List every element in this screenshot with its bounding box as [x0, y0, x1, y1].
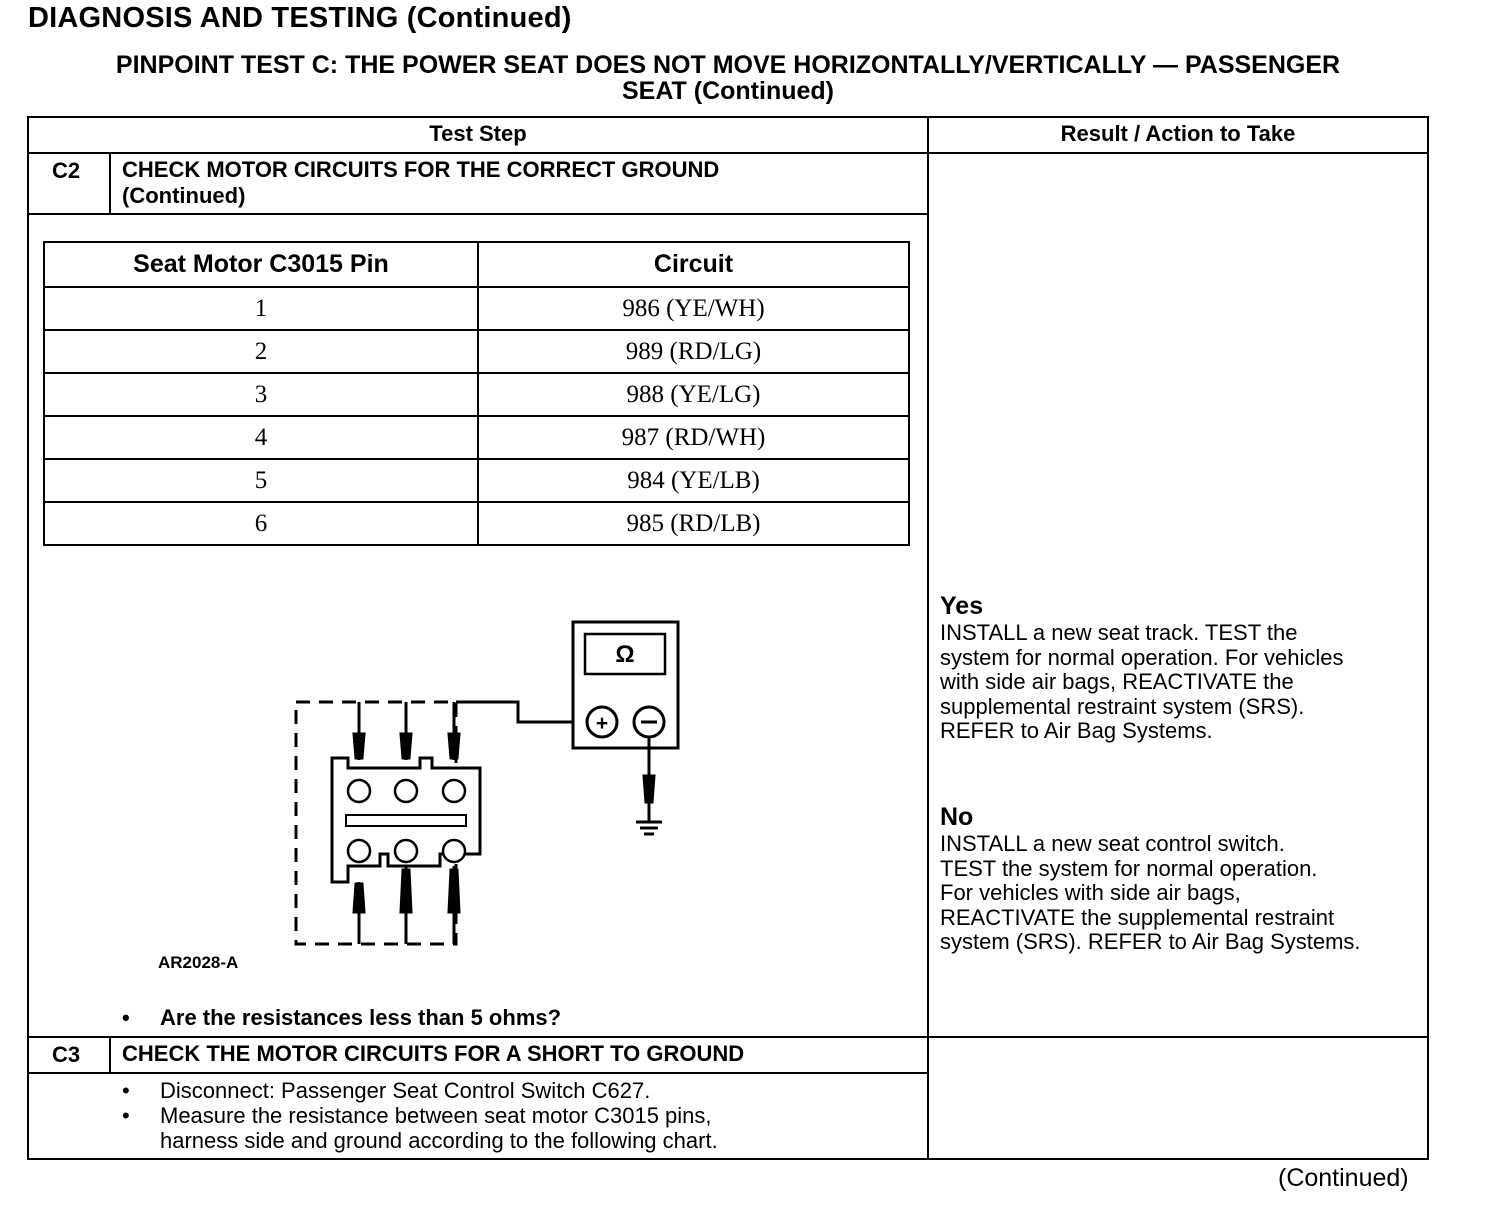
result-yes: [940, 592, 1420, 744]
plus-sign: +: [595, 712, 609, 735]
pin-circuit-table: [43, 241, 910, 546]
result-yes-line: with side air bags, REACTIVATE the: [940, 669, 1294, 694]
result-yes-line: REFER to Air Bag Systems.: [940, 718, 1213, 743]
result-no-text: [940, 832, 1420, 955]
connector-pin-icon: [395, 780, 417, 802]
question-text: Are the resistances less than 5 ohms?: [160, 1005, 562, 1030]
table-column-divider: [927, 116, 929, 1160]
table-row: [44, 330, 909, 373]
circuit-cell: 989 (RD/LG): [478, 330, 909, 373]
c2-title-divider: [27, 213, 928, 215]
table-border-right: [1427, 116, 1429, 1160]
pin-table-header-row: [44, 242, 909, 287]
bullet: •: [122, 1005, 130, 1030]
step-c3-bullet-1: [122, 1078, 902, 1103]
result-yes-line: system for normal operation. For vehicles: [940, 644, 1344, 670]
positive-test-lead: [456, 702, 590, 722]
connector-pin-icon: [395, 840, 417, 862]
step-c3-bullet-text: Disconnect: Passenger Seat Control Switch C627.: [160, 1078, 651, 1103]
connector-pin-icon: [443, 780, 465, 802]
connector-key-bar: [346, 815, 466, 826]
ohmmeter-connector-diagram: [280, 610, 700, 955]
figure-label: AR2028-A: [158, 953, 239, 972]
circuit-cell: 984 (YE/LB): [478, 459, 909, 502]
circuit-cell: 987 (RD/WH): [478, 416, 909, 459]
pinpoint-test-title: [28, 52, 1428, 104]
pin-cell: 2: [44, 330, 478, 373]
continued-footer: (Continued): [1278, 1164, 1409, 1192]
step-c2-title: [122, 157, 719, 209]
circuit-cell: 988 (YE/LG): [478, 373, 909, 416]
bottom-terminals: [354, 866, 459, 944]
result-no-label: No: [940, 803, 974, 831]
step-c3-id: C3: [52, 1042, 81, 1067]
table-row: [44, 373, 909, 416]
table-header-divider: [27, 152, 1429, 154]
top-terminals: [354, 702, 459, 760]
step-c2-title-line1: CHECK MOTOR CIRCUITS FOR THE CORRECT GROUND: [122, 157, 720, 182]
result-no-line: INSTALL a new seat control switch.: [940, 831, 1285, 856]
pin-cell: 3: [44, 373, 478, 416]
result-no: [940, 803, 1420, 955]
circuit-cell: 985 (RD/LB): [478, 502, 909, 545]
circuit-cell: 986 (YE/WH): [478, 287, 909, 330]
result-yes-text: [940, 621, 1420, 744]
pin-cell: 1: [44, 287, 478, 330]
result-no-line: For vehicles with side air bags,: [940, 880, 1241, 905]
step-c2-id: C2: [52, 158, 81, 183]
pin-table-header-pin: Seat Motor C3015 Pin: [44, 242, 478, 287]
bullet: •: [122, 1078, 130, 1103]
result-no-line: TEST the system for normal operation.: [940, 855, 1318, 881]
pin-cell: 6: [44, 502, 478, 545]
connector-pin-icon: [443, 840, 465, 862]
ground-symbol-icon: [636, 822, 662, 834]
table-row: [44, 502, 909, 545]
table-border-top: [27, 116, 1429, 118]
pin-cell: 5: [44, 459, 478, 502]
c3-id-divider: [109, 1036, 111, 1074]
table-border-bottom: [27, 1158, 1429, 1160]
connector-pin-icon: [348, 840, 370, 862]
step-c3-bullet-text: Measure the resistance between seat motor C3015 pins,: [160, 1103, 712, 1128]
step-c3-bullet-2: [122, 1103, 902, 1153]
table-border-left: [27, 116, 29, 1160]
result-yes-line: supplemental restraint system (SRS).: [940, 693, 1305, 719]
result-no-line: system (SRS). REFER to Air Bag Systems.: [940, 929, 1361, 954]
pinpoint-test-title-line1: PINPOINT TEST C: THE POWER SEAT DOES NOT MOVE HORIZONTALLY/VERTICALLY — PASSENGER: [115, 51, 1341, 79]
pin-cell: 4: [44, 416, 478, 459]
bullet: •: [122, 1103, 130, 1128]
step-c3-bullet-text: harness side and ground according to the following chart.: [160, 1128, 718, 1153]
ohm-symbol-icon: Ω: [615, 641, 635, 668]
step-c2-title-line2: (Continued): [122, 183, 246, 208]
step-c3-title: CHECK THE MOTOR CIRCUITS FOR A SHORT TO GROUND: [122, 1041, 745, 1066]
ground-lead: [644, 737, 654, 822]
c2-c3-divider: [27, 1036, 1429, 1038]
pin-table-header-circuit: Circuit: [478, 242, 909, 287]
column-header-result: Result / Action to Take: [1060, 121, 1296, 146]
result-no-line: REACTIVATE the supplemental restraint: [940, 904, 1335, 930]
column-header-test-step: Test Step: [429, 121, 527, 146]
c3-title-divider: [27, 1072, 928, 1074]
c2-id-divider: [109, 152, 111, 214]
table-row: [44, 459, 909, 502]
page-title: DIAGNOSIS AND TESTING (Continued): [28, 2, 572, 34]
connector-pin-icon: [348, 780, 370, 802]
result-yes-line: INSTALL a new seat track. TEST the: [940, 620, 1298, 645]
table-row: [44, 416, 909, 459]
pinpoint-test-title-line2: SEAT (Continued): [622, 77, 834, 105]
table-row: [44, 287, 909, 330]
result-yes-label: Yes: [940, 592, 984, 620]
